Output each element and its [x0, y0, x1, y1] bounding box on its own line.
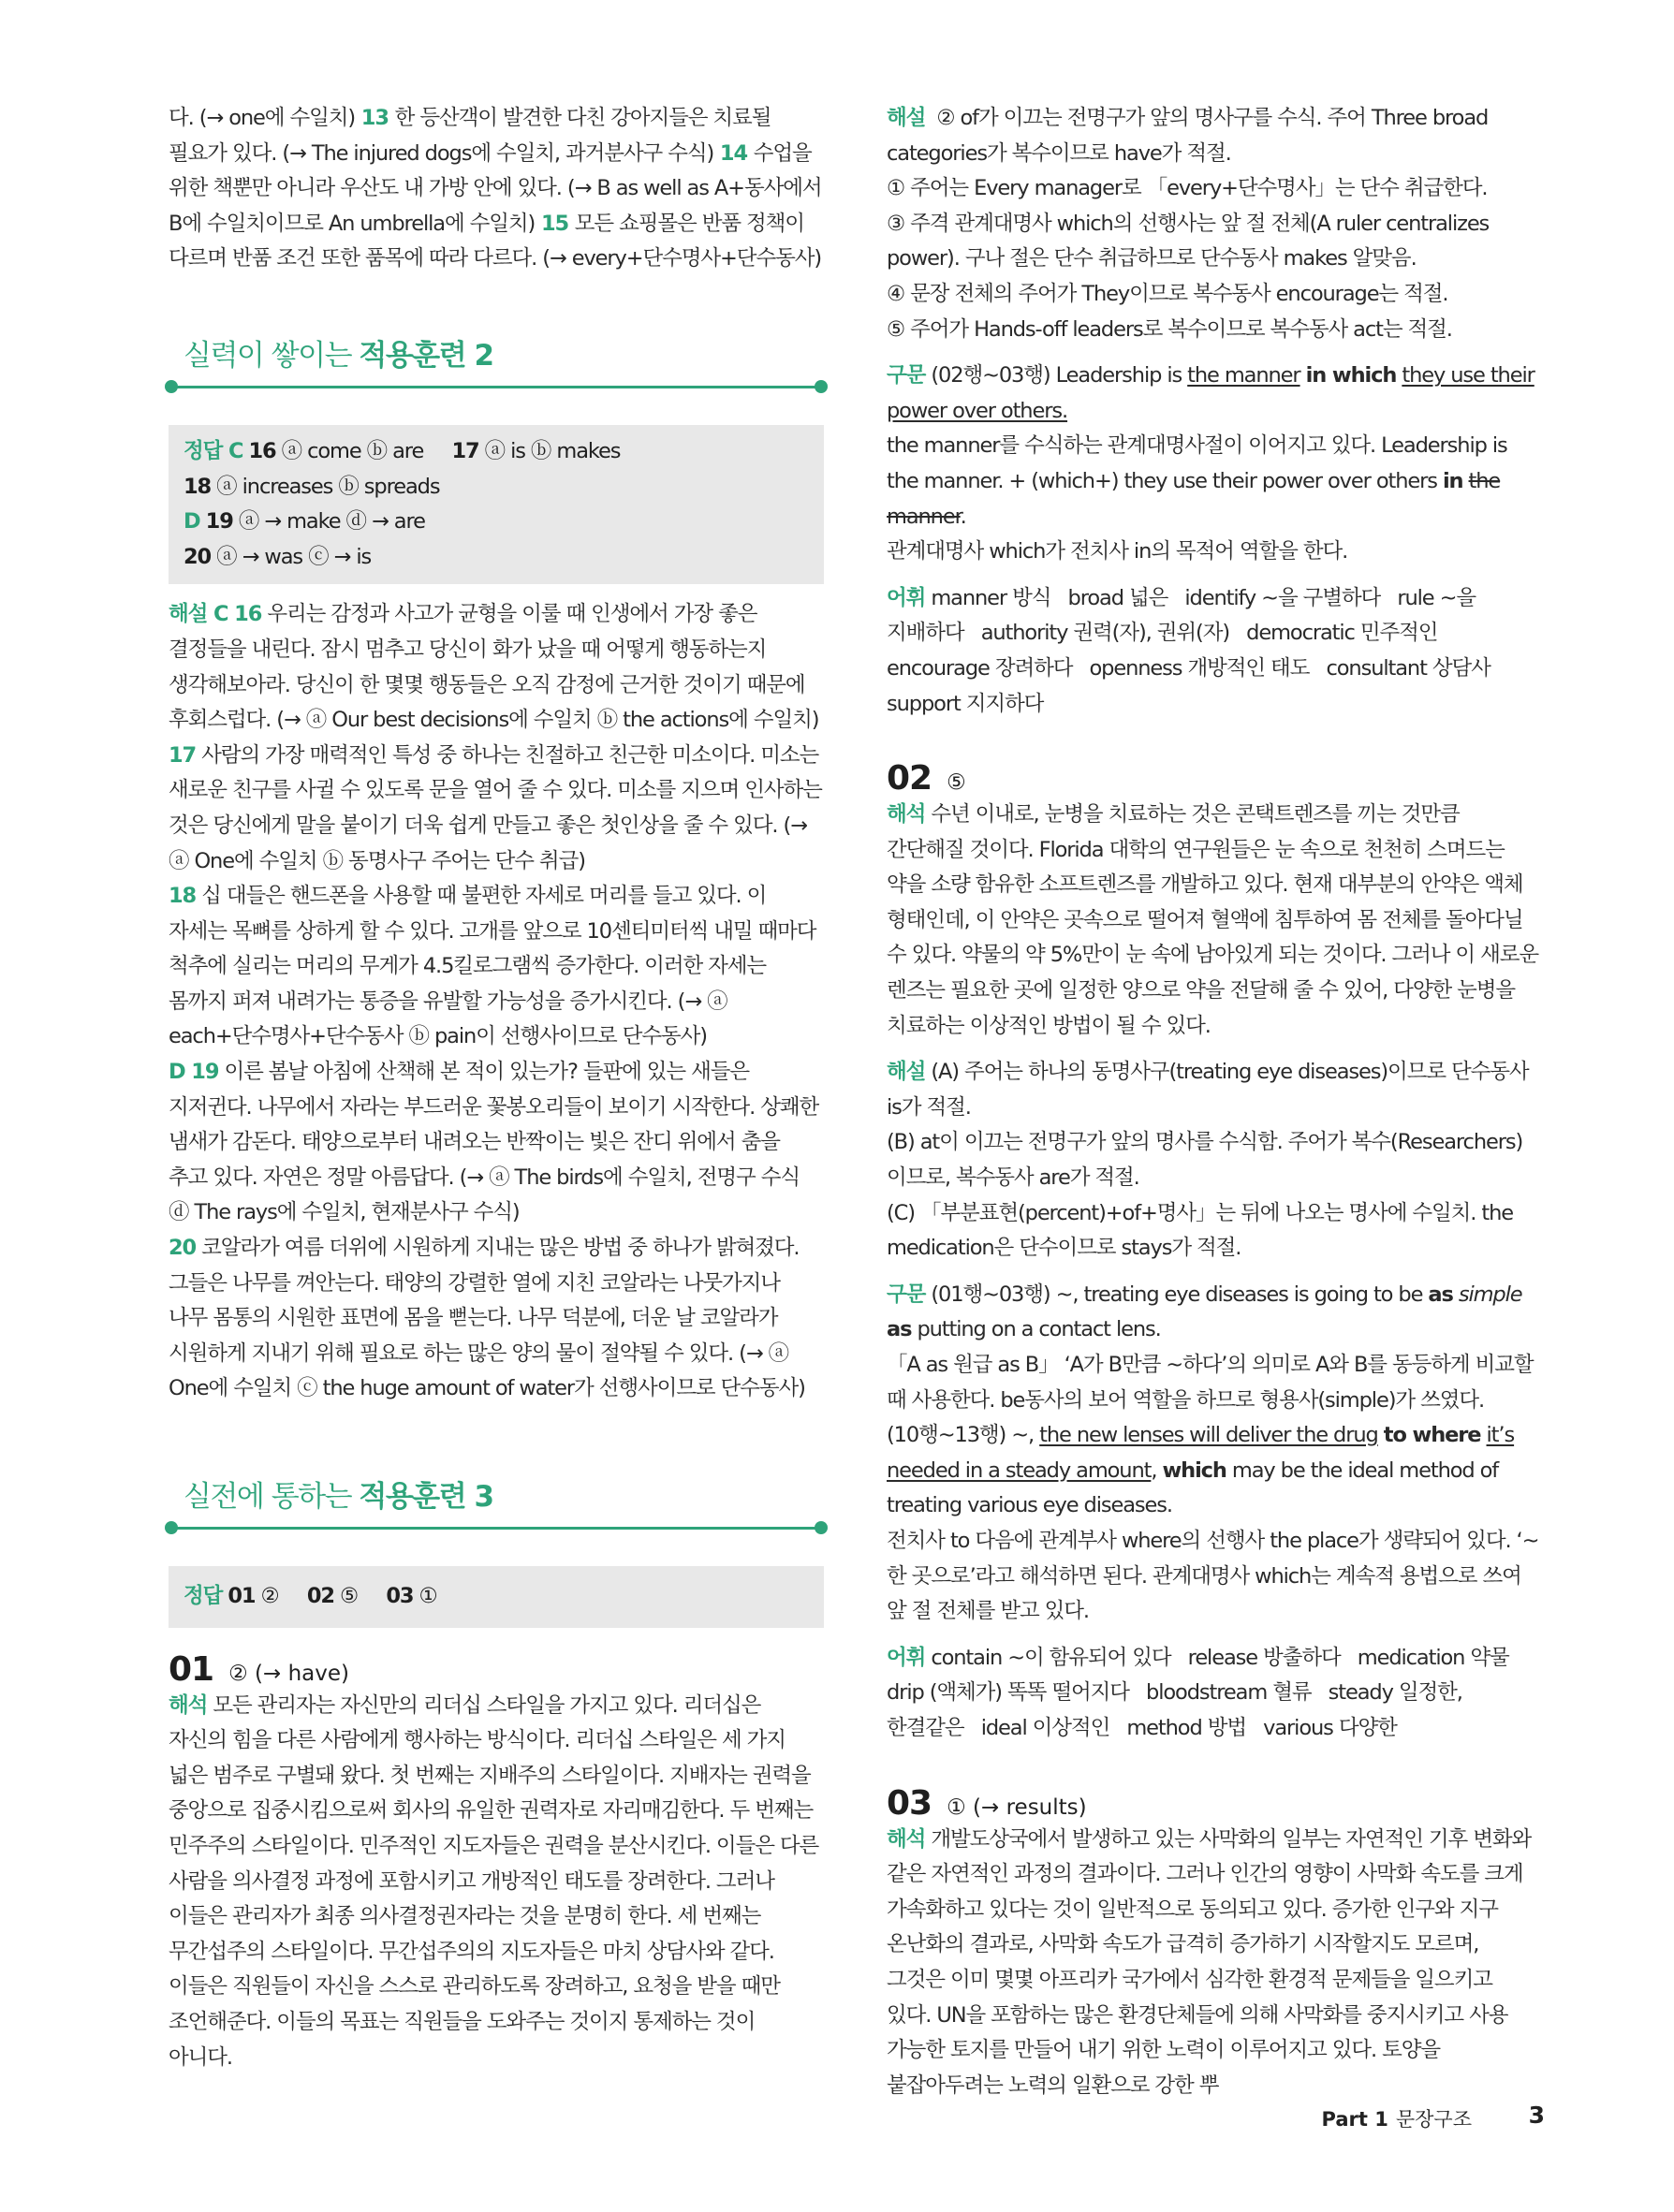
commentary-01-item: ④ 문장 전체의 주어가 They이므로 복수동사 encourage는 적절. — [887, 281, 1448, 306]
commentary-01-item: ③ 주격 관계대명사 which의 선행사는 앞 절 전체(A ruler centralizes power). 구나 절은 단수 취급하므로 단수동사 makes 알맞음. — [887, 211, 1490, 271]
syntax-01-note: the manner를 수식하는 관계대명사절이 이어지고 있다. Leadership is the manner. + (which+) they use their power over others in the manner. — [887, 433, 1507, 529]
question-number: 02 — [887, 759, 932, 798]
commentary-01-item: ① 주어는 Every manager로 「every+단수명사」는 단수 취급한다. — [887, 176, 1488, 201]
explanation-18: 18 십 대들은 핸드폰을 사용할 때 불편한 자세로 머리를 들고 있다. 이 자세는 목뼈를 상하게 할 수 있다. 고개를 앞으로 10센티미터씩 내밀 때마다 척추에 실리는 머리의 무게가 4.5킬로그램씩 증가한다. 이러한 자세는 몸까지 퍼져 내려가는 통증을 유발할 가능성을 증가시킨다. (→ ⓐ each+단수명사+단수동사 ⓑ pain이 선행사이므로 단수동사) — [169, 884, 816, 1049]
question-answer: ⑤ — [947, 770, 966, 796]
explanation-d19: D 19 이른 봄날 아침에 산책해 본 적이 있는가? 들판에 있는 새들은 지저귄다. 나무에서 자라는 부드러운 꽃봉오리들이 보이기 시작한다. 상쾌한 냄새가 감돈다. 태양으로부터 내려오는 반짝이는 빛은 잔디 위에서 춤을 추고 있다. 자연은 정말 아름답다. (→ ⓐ The birds에 수일치, 전명구 수식 ⓓ The rays에 수일치, 현재분사구 수식) — [169, 1060, 819, 1225]
question-number: 03 — [887, 1783, 932, 1823]
question-03-header — [887, 1784, 1542, 1823]
question-02-translation: 해석 수년 이내로, 눈병을 치료하는 것은 콘택트렌즈를 끼는 것만큼 간단해질 것이다. Florida 대학의 연구원들은 눈 속으로 천천히 스며드는 약을 소량 함유한 소프트렌즈를 개발하고 있다. 현재 대부분의 안약은 액체 형태인데, 이 안약은 곳속으로 떨어져 혈액에 침투하여 몸 전체를 돌아다닐 수 있다. 약물의 약 5%만이 눈 속에 남아있게 되는 것이다. 그러나 이 새로운 렌즈는 필요한 곳에 일정한 양으로 약을 전달해 줄 수 있어, 다양한 눈병을 치료하는 이상적인 방법이 될 수 있다. — [887, 802, 1539, 1038]
syntax-02-note: 전치사 to 다음에 관계부사 where의 선행사 the place가 생략되어 있다. ‘~한 곳으로’라고 해석하면 된다. 관계대명사 which는 계속적 용법으로 쓰여 앞 절 전체를 받고 있다. — [887, 1528, 1539, 1624]
divider-dot — [815, 380, 828, 393]
section-3-title-bold: 적용훈련 3 — [359, 1480, 493, 1514]
answer-line: 18 ⓐ increases ⓑ spreads — [184, 474, 440, 499]
section-divider — [169, 1527, 824, 1530]
question-answer: ② (→ have) — [228, 1661, 350, 1686]
explanation-17: 17 사람의 가장 매력적인 특성 중 하나는 친절하고 친근한 미소이다. 미소는 새로운 친구를 사귈 수 있도록 문을 열어 줄 수 있다. 미소를 지으며 인사하는 것은 당신에게 말을 붙이기 더욱 쉽게 만들고 좋은 첫인상을 줄 수 있다. (→ ⓐ One에 수일치 ⓑ 동명사구 주어는 단수 취급) — [169, 742, 822, 873]
syntax-01-note: 관계대명사 which가 전치사 in의 목적어 역할을 한다. — [887, 539, 1348, 564]
answer-line: 20 ⓐ → was ⓒ → is — [184, 544, 372, 569]
divider-dot — [815, 1521, 828, 1534]
syntax-02-note: 「A as 원급 as B」 ‘A가 B만큼 ~하다’의 의미로 A와 B를 동등하게 비교할 때 사용한다. be동사의 보어 역할을 하므로 형용사(simple)가 쓰였다. — [887, 1353, 1534, 1413]
question-03-translation: 해석 개발도상국에서 발생하고 있는 사막화의 일부는 자연적인 기후 변화와 같은 자연적인 과정의 결과이다. 그러나 인간의 영향이 사막화 속도를 크게 가속화하고 있다는 것이 일반적으로 동의되고 있다. 증가한 인구와 지구 온난화의 결과로, 사막화 속도가 급격히 증가하기 시작할지도 모르며, 그것은 이미 몇몇 아프리카 국가에서 심각한 환경적 문제들을 일으키고 있다. UN을 포함하는 많은 환경단체들에 의해 사막화를 중지시키고 사용 가능한 토지를 만들어 내기 위한 노력이 이루어지고 있다. 토양을 붙잡아두려는 노력의 일환으로 강한 뿌 — [887, 1826, 1532, 2098]
syntax-02: 구문 (01행~03행) ~, treating eye diseases is going to be as simple as putting on a contact lens. — [887, 1282, 1522, 1342]
footer-part: Part 1 문장구조 — [1321, 2108, 1472, 2131]
syntax-01: 구문 (02행~03행) Leadership is the manner in which they use their power over others. — [887, 363, 1534, 423]
vocab-01: 어휘 manner 방식 broad 넓은 identify ~을 구별하다 rule ~을 지배하다 authority 권력(자), 권위(자) democratic 민주적인 encourage 장려하다 openness 개방적인 태도 consultant 상담사 support 지지하다 — [887, 585, 1502, 716]
question-01-header — [169, 1650, 824, 1689]
answer-box-2 — [169, 425, 824, 584]
vocab-02: 어휘 contain ~이 함유되어 있다 release 방출하다 medication 약물 drip (액체가) 똑똑 떨어지다 bloodstream 혈류 steady 일정한, 한결같은 ideal 이상적인 method 방법 various 다양한 — [887, 1645, 1520, 1740]
explanation-c16: 해설 C 16 우리는 감정과 사고가 균형을 이룰 때 인생에서 가장 좋은 결정들을 내린다. 잠시 멈추고 당신이 화가 났을 때 어떻게 행동하는지 생각해보아라. 당신이 한 몇몇 행동들은 오직 감정에 근거한 것이기 때문에 후회스럽다. (→ ⓐ Our best decisions에 수일치 ⓑ the actions에 수일치) — [169, 602, 819, 733]
section-2-title-prefix: 실력이 쌓이는 — [184, 338, 360, 373]
question-02-header — [887, 759, 1542, 798]
commentary-02-item: (C) 「부분표현(percent)+of+명사」는 뒤에 나오는 명사에 수일치. the medication은 단수이므로 stays가 적절. — [887, 1200, 1514, 1261]
answer-box-3 — [169, 1566, 824, 1628]
question-01-translation: 해석 모든 관리자는 자신만의 리더십 스타일을 가지고 있다. 리더십은 자신의 힘을 다른 사람에게 행사하는 방식이다. 리더십 스타일은 세 가지 넓은 범주로 구별돼 왔다. 첫 번째는 지배주의 스타일이다. 지배자는 권력을 중앙으로 집중시킴으로써 회사의 유일한 권력자로 자리매김한다. 두 번째는 민주주의 스타일이다. 민주적인 지도자들은 권력을 분산시킨다. 이들은 다른 사람을 의사결정 과정에 포함시키고 개방적인 태도를 장려한다. 그러나 이들은 관리자가 최종 의사결정권자라는 것을 분명히 한다. 세 번째는 무간섭주의 스타일이다. 무간섭주의의 지도자들은 마치 상담사와 같다. 이들은 직원들이 자신을 스스로 관리하도록 장려하고, 요청을 받을 때만 조언해준다. 이들의 목표는 직원들을 도와주는 것이지 통제하는 것이 아니다. — [169, 1692, 819, 2070]
section-3-title-prefix: 실전에 통하는 — [184, 1480, 360, 1514]
answer-line: 정답 01 ② 02 ⑤ 03 ① — [184, 1584, 437, 1608]
commentary-02-item: (B) at이 이끄는 전명구가 앞의 명사를 수식함. 주어가 복수(Researchers)이므로, 복수동사 are가 적절. — [887, 1130, 1523, 1191]
commentary-02: 해설 (A) 주어는 하나의 동명사구(treating eye diseases)이므로 단수동사 is가 적절. — [887, 1060, 1529, 1120]
syntax-02-note: (10행~13행) ~, the new lenses will deliver the drug to where it’s needed in a steady amount, which may be the ideal method of treating various eye diseases. — [887, 1423, 1515, 1518]
page-number: 3 — [1528, 2102, 1545, 2129]
question-answer: ① (→ results) — [947, 1795, 1087, 1820]
answer-line: D 19 ⓐ → make ⓓ → are — [184, 509, 425, 535]
commentary-01-item: ⑤ 주어가 Hands-off leaders로 복수이므로 복수동사 act는 적절. — [887, 316, 1452, 342]
divider-dot — [165, 1521, 178, 1534]
section-divider — [169, 386, 824, 388]
explanation-20: 20 코알라가 여름 더위에 시원하게 지내는 많은 방법 중 하나가 밝혀졌다. 그들은 나무를 껴안는다. 태양의 강렬한 열에 지친 코알라는 나뭇가지나 나무 몸통의 시원한 표면에 몸을 뻗는다. 나무 덕분에, 더운 날 코알라가 시원하게 지내기 위해 필요로 하는 많은 양의 물이 절약될 수 있다. (→ ⓐ One에 수일치 ⓒ the huge amount of water가 선행사이므로 단수동사) — [169, 1236, 805, 1401]
answer-line: 정답 C 16 ⓐ come ⓑ are 17 ⓐ is ⓑ makes — [184, 438, 621, 463]
right-column — [887, 101, 1542, 2103]
left-column — [169, 101, 824, 2075]
section-2-title-bold: 적용훈련 2 — [359, 338, 493, 373]
section-title-2 — [169, 331, 824, 425]
intro-paragraph: 다. (→ one에 수일치) 13 한 등산객이 발견한 다친 강아지들은 치료될 필요가 있다. (→ The injured dogs에 수일치, 과거분사구 수식) 14 수업을 위한 책뿐만 아니라 우산도 내 가방 안에 있다. (→ B as well as A+동사에서 B에 수일치이므로 An umbrella에 수일치) 15 모든 쇼핑몰은 반품 정책이 다르며 반품 조건 또한 품목에 따라 다르다. (→ every+단수명사+단수동사) — [169, 106, 822, 271]
section-title-3 — [169, 1472, 824, 1566]
question-number: 01 — [169, 1649, 214, 1689]
commentary-01: 해설 ② of가 이끄는 전명구가 앞의 명사구를 수식. 주어 Three broad categories가 복수이므로 have가 적절. — [887, 106, 1489, 166]
divider-dot — [165, 380, 178, 393]
